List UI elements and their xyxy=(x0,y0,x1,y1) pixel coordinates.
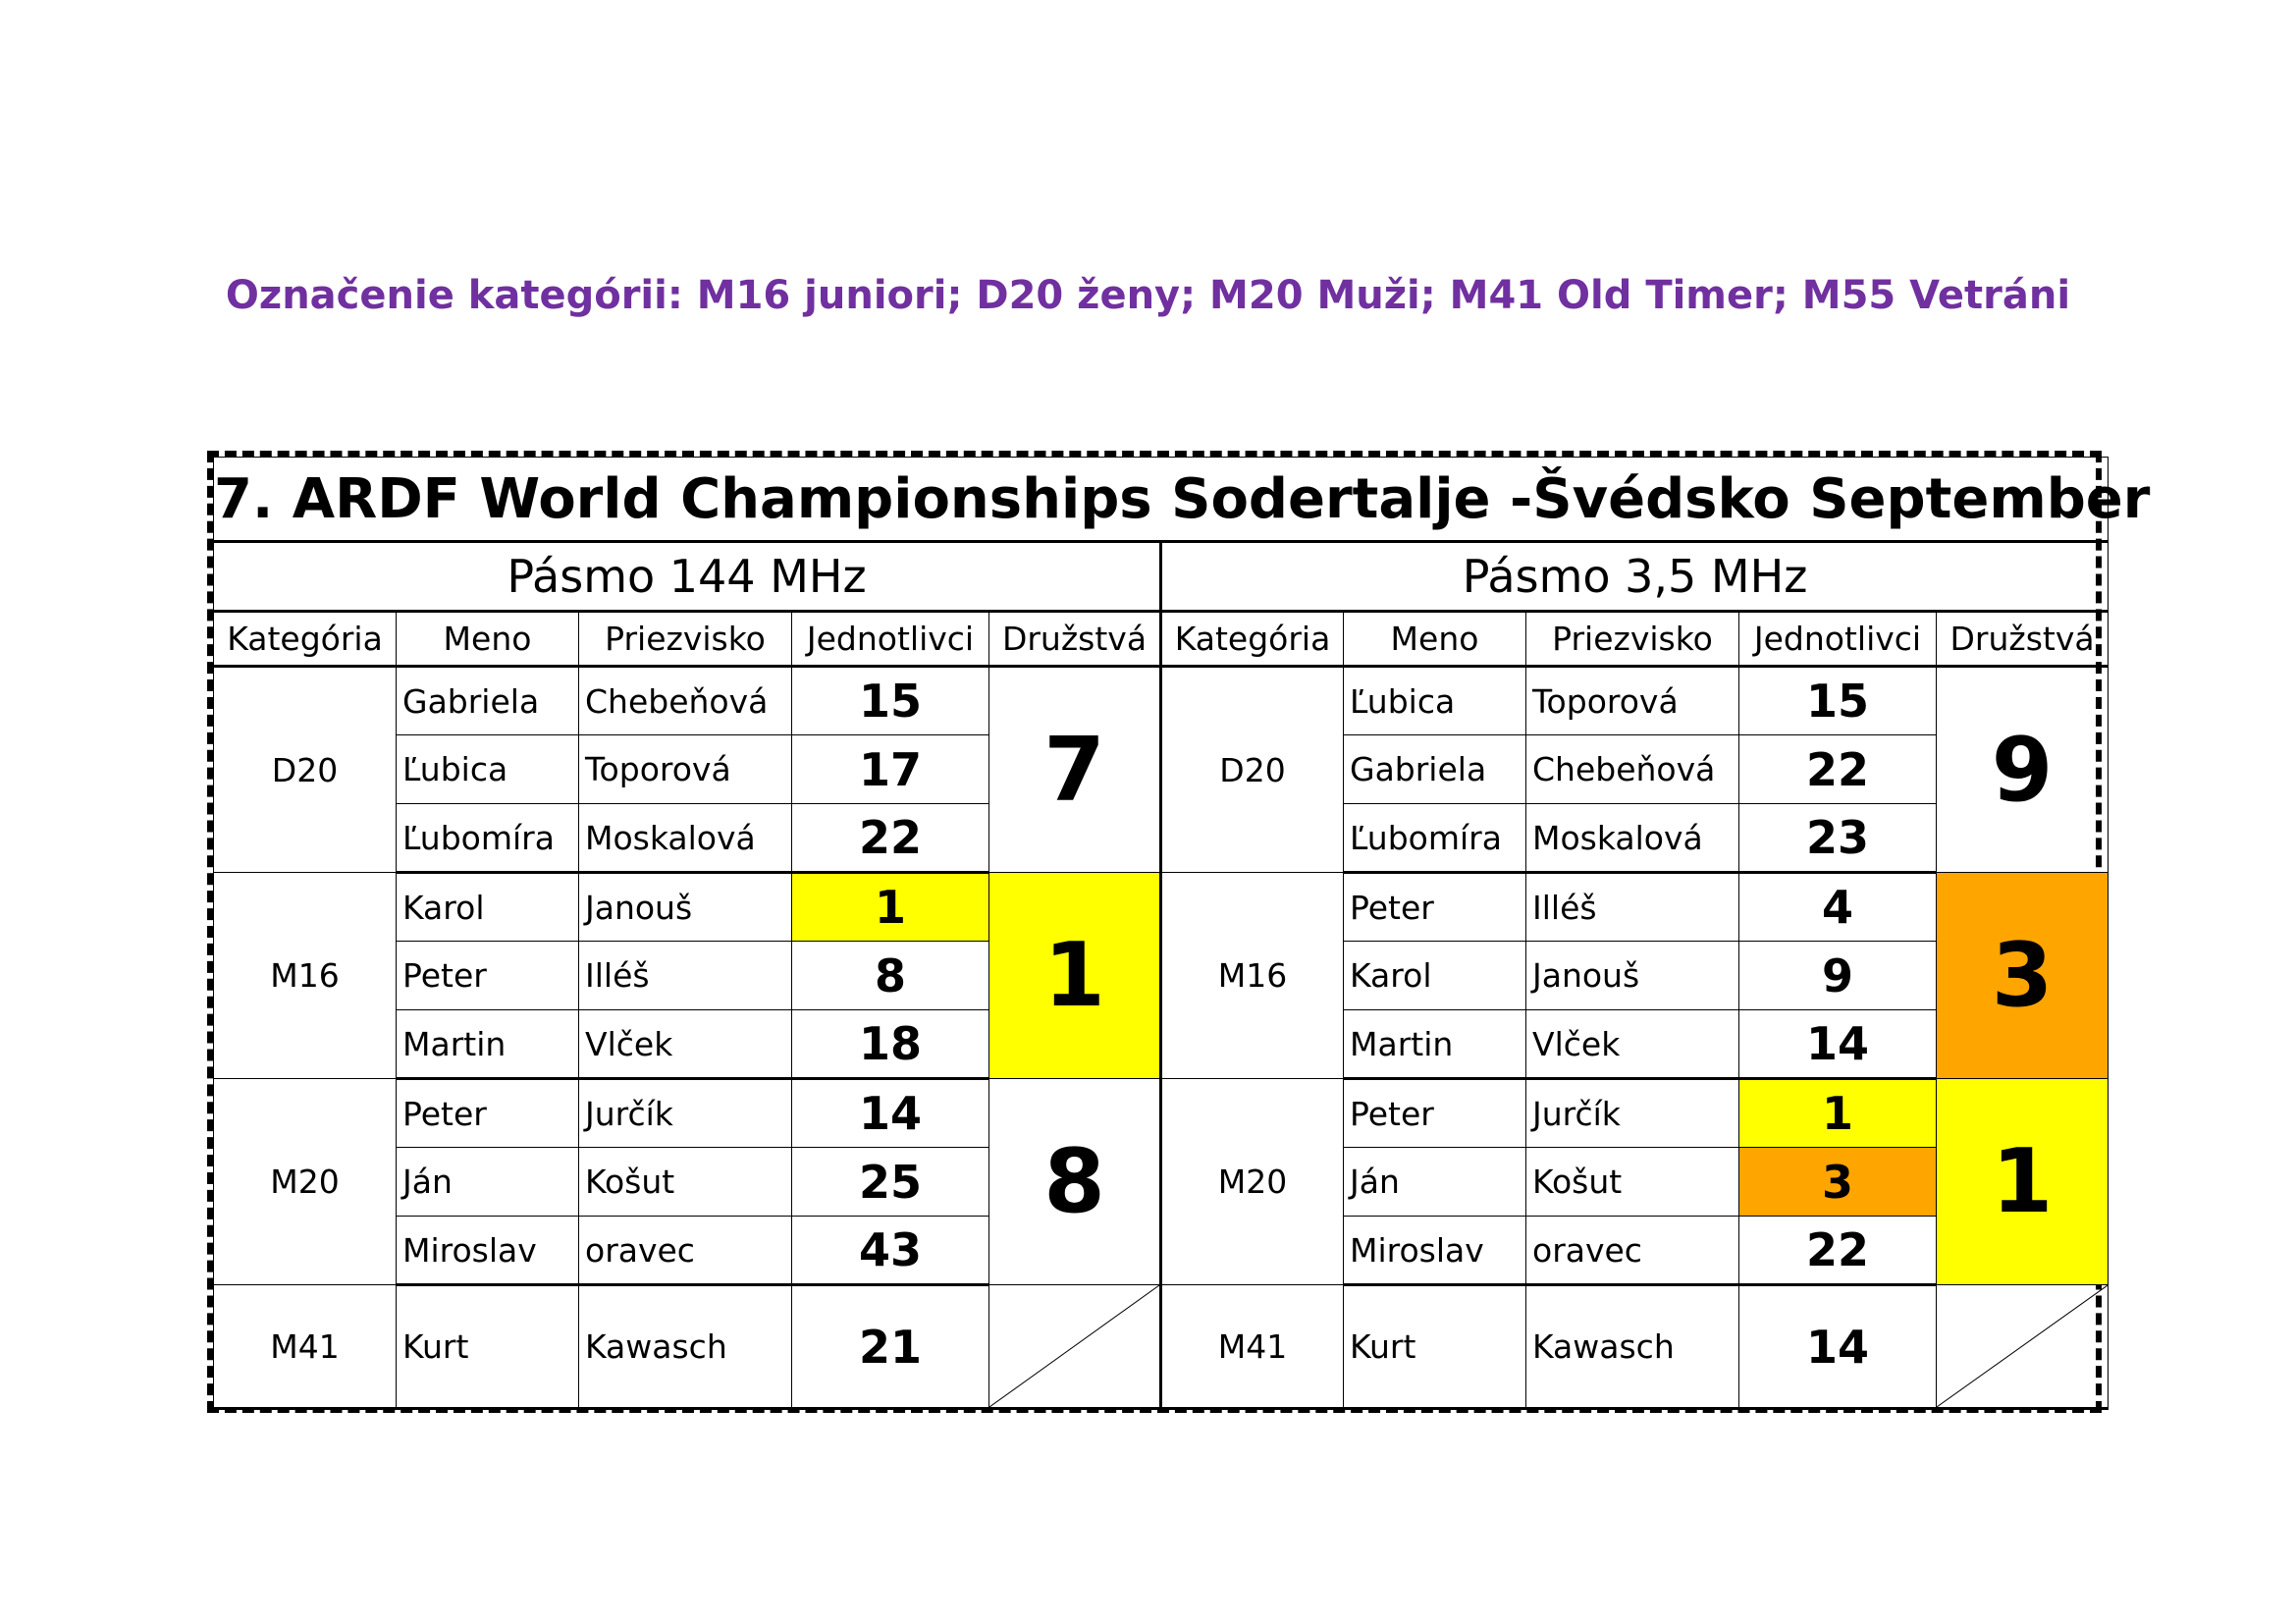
first-name-cell: Martin xyxy=(397,1010,579,1079)
first-name-cell: Gabriela xyxy=(1344,735,1526,804)
first-name-cell: Kurt xyxy=(397,1285,579,1409)
first-name-cell: Karol xyxy=(397,873,579,942)
individual-result-cell: 18 xyxy=(792,1010,989,1079)
individual-result-cell: 15 xyxy=(792,667,989,735)
team-result-cell: 7 xyxy=(989,667,1161,873)
surname-cell: Toporová xyxy=(579,735,792,804)
first-name-cell: Miroslav xyxy=(1344,1217,1526,1285)
surname-cell: oravec xyxy=(1526,1217,1739,1285)
surname-cell: Illéš xyxy=(579,942,792,1010)
col-header-individual: Jednotlivci xyxy=(1739,612,1937,667)
surname-cell: Vlček xyxy=(1526,1010,1739,1079)
team-result-cell: 8 xyxy=(989,1079,1161,1285)
individual-result-cell: 4 xyxy=(1739,873,1937,942)
category-cell: M20 xyxy=(214,1079,397,1285)
first-name-cell: Peter xyxy=(1344,873,1526,942)
first-name-cell: Ľubica xyxy=(1344,667,1526,735)
first-name-cell: Ján xyxy=(1344,1148,1526,1217)
category-cell: D20 xyxy=(1161,667,1344,873)
table-row xyxy=(214,873,2109,942)
category-cell: M41 xyxy=(1161,1285,1344,1409)
surname-cell: Moskalová xyxy=(1526,804,1739,873)
individual-result-cell: 17 xyxy=(792,735,989,804)
category-cell: M41 xyxy=(214,1285,397,1409)
team-result-cell: 1 xyxy=(1937,1079,2109,1285)
table-row xyxy=(214,1079,2109,1148)
first-name-cell: Ľubomíra xyxy=(1344,804,1526,873)
no-team-cell xyxy=(989,1285,1161,1409)
category-cell: M16 xyxy=(1161,873,1344,1079)
first-name-cell: Peter xyxy=(397,942,579,1010)
category-legend: Označenie kategórii: M16 juniori; D20 ženy; M20 Muži; M41 Old Timer; M55 Vetráni xyxy=(225,273,2071,318)
category-cell: M20 xyxy=(1161,1079,1344,1285)
surname-cell: Kawasch xyxy=(1526,1285,1739,1409)
first-name-cell: Ján xyxy=(397,1148,579,1217)
individual-result-cell: 22 xyxy=(1739,1217,1937,1285)
team-result-cell: 1 xyxy=(989,873,1161,1079)
surname-cell: Moskalová xyxy=(579,804,792,873)
surname-cell: Kawasch xyxy=(579,1285,792,1409)
surname-cell: oravec xyxy=(579,1217,792,1285)
first-name-cell: Martin xyxy=(1344,1010,1526,1079)
individual-result-cell: 15 xyxy=(1739,667,1937,735)
col-header-first-name: Meno xyxy=(1344,612,1526,667)
individual-result-cell: 14 xyxy=(1739,1285,1937,1409)
surname-cell: Vlček xyxy=(579,1010,792,1079)
col-header-surname: Priezvisko xyxy=(1526,612,1739,667)
first-name-cell: Ľubomíra xyxy=(397,804,579,873)
first-name-cell: Karol xyxy=(1344,942,1526,1010)
team-result-cell: 9 xyxy=(1937,667,2109,873)
surname-cell: Janouš xyxy=(579,873,792,942)
individual-result-cell: 22 xyxy=(792,804,989,873)
individual-result-cell: 21 xyxy=(792,1285,989,1409)
individual-result-cell: 43 xyxy=(792,1217,989,1285)
individual-result-cell: 25 xyxy=(792,1148,989,1217)
col-header-individual: Jednotlivci xyxy=(792,612,989,667)
results-table-frame xyxy=(207,451,2151,1413)
diagonal-strike xyxy=(1937,1285,2108,1407)
col-header-category: Kategória xyxy=(1161,612,1344,667)
individual-result-cell: 9 xyxy=(1739,942,1937,1010)
first-name-cell: Gabriela xyxy=(397,667,579,735)
individual-result-cell: 8 xyxy=(792,942,989,1010)
surname-cell: Košut xyxy=(1526,1148,1739,1217)
team-result-cell: 3 xyxy=(1937,873,2109,1079)
individual-result-cell: 14 xyxy=(792,1079,989,1148)
first-name-cell: Miroslav xyxy=(397,1217,579,1285)
category-cell: D20 xyxy=(214,667,397,873)
individual-result-cell: 14 xyxy=(1739,1010,1937,1079)
first-name-cell: Peter xyxy=(397,1079,579,1148)
col-header-category: Kategória xyxy=(214,612,397,667)
individual-result-cell: 1 xyxy=(792,873,989,942)
individual-result-cell: 22 xyxy=(1739,735,1937,804)
no-team-cell xyxy=(1937,1285,2109,1409)
surname-cell: Košut xyxy=(579,1148,792,1217)
results-table xyxy=(213,457,2151,1410)
col-header-surname: Priezvisko xyxy=(579,612,792,667)
col-header-first-name: Meno xyxy=(397,612,579,667)
individual-result-cell: 23 xyxy=(1739,804,1937,873)
col-header-team: Družstvá xyxy=(989,612,1161,667)
table-row xyxy=(214,1285,2109,1409)
surname-cell: Toporová xyxy=(1526,667,1739,735)
surname-cell: Chebeňová xyxy=(579,667,792,735)
first-name-cell: Ľubica xyxy=(397,735,579,804)
individual-result-cell: 3 xyxy=(1739,1148,1937,1217)
table-row xyxy=(214,667,2109,735)
championship-title: 7. ARDF World Championships Sodertalje -Švédsko September xyxy=(214,458,2109,542)
surname-cell: Illéš xyxy=(1526,873,1739,942)
col-header-team: Družstvá xyxy=(1937,612,2109,667)
band-header-144mhz: Pásmo 144 MHz xyxy=(214,542,1161,612)
surname-cell: Jurčík xyxy=(579,1079,792,1148)
individual-result-cell: 1 xyxy=(1739,1079,1937,1148)
surname-cell: Janouš xyxy=(1526,942,1739,1010)
band-header-3-5mhz: Pásmo 3,5 MHz xyxy=(1161,542,2109,612)
diagonal-strike xyxy=(989,1285,1159,1407)
category-cell: M16 xyxy=(214,873,397,1079)
first-name-cell: Kurt xyxy=(1344,1285,1526,1409)
surname-cell: Chebeňová xyxy=(1526,735,1739,804)
surname-cell: Jurčík xyxy=(1526,1079,1739,1148)
first-name-cell: Peter xyxy=(1344,1079,1526,1148)
